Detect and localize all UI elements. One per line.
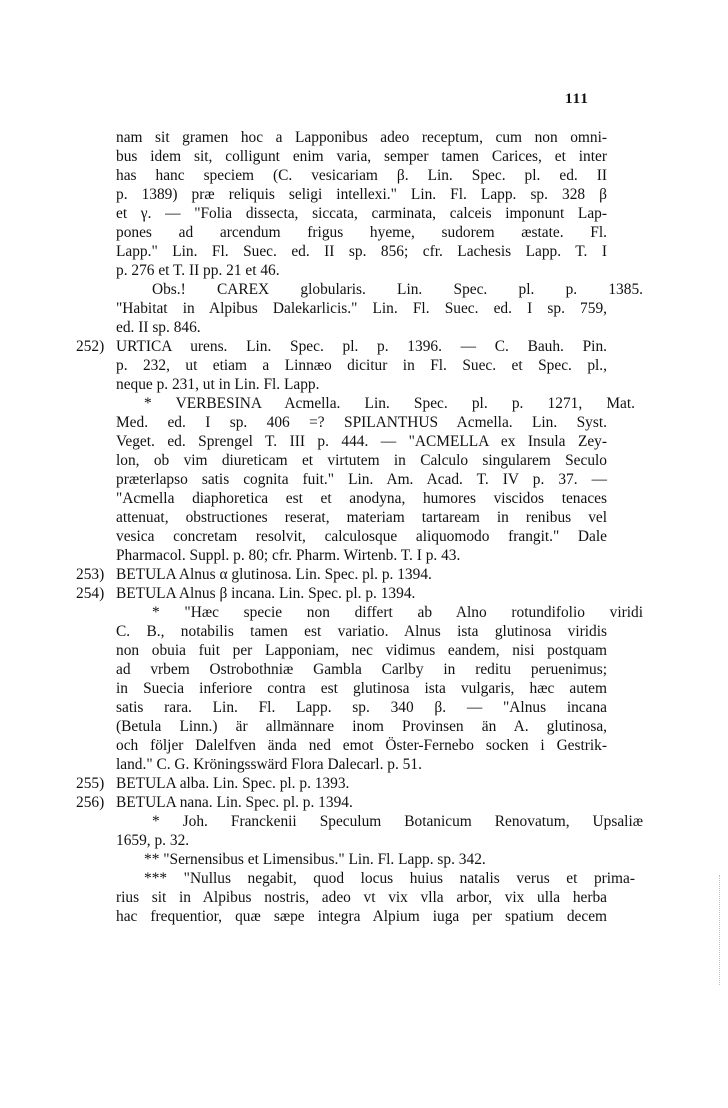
- entry-number-253: 253): [76, 566, 105, 583]
- text-line-26-content: * "Hæc specie non differt ab Alno rotundifolio viridi: [152, 604, 643, 621]
- text-line-2-content: bus idem sit, colligunt enim varia, semper tamen Carices, et inter: [116, 148, 607, 165]
- text-line-39: [116, 850, 635, 869]
- text-line-4-content: p. 1389) præ reliquis seligi intellexi." Lin. Fl. Lapp. sp. 328 β: [116, 186, 607, 203]
- entry-number-255: 255): [76, 775, 105, 792]
- text-line-8-content: p. 276 et T. II pp. 21 et 46.: [116, 262, 280, 279]
- text-line-28-content: non obuia fuit per Lapponiam, nec vidimus eandem, nisi postquam: [116, 642, 607, 659]
- text-line-35: [76, 774, 607, 793]
- text-line-33-content: och följer Dalelfven ända ned emot Öster-Fernebo socken i Gestrik-: [116, 737, 607, 754]
- text-line-16: [116, 413, 607, 432]
- text-line-7-content: Lapp." Lin. Fl. Suec. ed. II sp. 856; cfr. Lachesis Lapp. T. I: [116, 243, 607, 260]
- text-line-25: [76, 584, 607, 603]
- text-line-40: [116, 869, 635, 888]
- text-line-17-content: Veget. ed. Sprengel T. III p. 444. — "ACMELLA ex Insula Zey-: [116, 433, 607, 450]
- text-line-17: [116, 432, 607, 451]
- text-line-30-content: in Suecia inferiore contra est glutinosa ista vulgaris, hæc autem: [116, 680, 607, 697]
- text-line-3: [116, 166, 607, 185]
- text-line-9-content: Obs.! CAREX globularis. Lin. Spec. pl. p. 1385.: [152, 281, 643, 298]
- text-line-40-content: *** "Nullus negabit, quod locus huius natalis verus et prima-: [144, 870, 635, 887]
- text-line-25-content: BETULA Alnus β incana. Lin. Spec. pl. p. 1394.: [116, 585, 416, 602]
- text-line-23: [116, 546, 607, 565]
- text-line-21-content: attenuat, obstructiones reserat, materiam tartaream in renibus vel: [116, 509, 607, 526]
- text-line-1-content: nam sit gramen hoc a Lapponibus adeo receptum, cum non omni-: [116, 129, 607, 146]
- entry-number-252: 252): [76, 338, 105, 355]
- page-number: 111: [565, 91, 589, 107]
- text-line-15-content: * VERBESINA Acmella. Lin. Spec. pl. p. 1271, Mat.: [144, 395, 635, 412]
- text-line-5: [116, 204, 607, 223]
- text-line-41-content: rius sit in Alpibus nostris, adeo vt vix vlla arbor, vix ulla herba: [116, 889, 607, 906]
- scan-margin-mark: [719, 875, 722, 985]
- text-line-8: [116, 261, 607, 280]
- text-line-27-content: C. B., notabilis tamen est variatio. Alnus ista glutinosa viridis: [116, 623, 607, 640]
- entry-number-256: 256): [76, 794, 105, 811]
- text-line-14-content: neque p. 231, ut in Lin. Fl. Lapp.: [116, 376, 320, 393]
- text-line-32: [116, 717, 607, 736]
- text-line-14: [116, 375, 607, 394]
- text-line-13: [116, 356, 607, 375]
- text-line-36-content: BETULA nana. Lin. Spec. pl. p. 1394.: [116, 794, 353, 811]
- text-line-30: [116, 679, 607, 698]
- text-line-13-content: p. 232, ut etiam a Linnæo dicitur in Fl. Suec. et Spec. pl.,: [116, 357, 607, 374]
- text-line-34-content: land." C. G. Kröningsswärd Flora Dalecarl. p. 51.: [116, 756, 422, 773]
- text-line-3-content: has hanc speciem (C. vesicariam β. Lin. Spec. pl. ed. II: [116, 167, 607, 184]
- text-line-10-content: "Habitat in Alpibus Dalekarlicis." Lin. Fl. Suec. ed. I sp. 759,: [116, 300, 607, 317]
- entry-number-254: 254): [76, 585, 105, 602]
- text-line-33: [116, 736, 607, 755]
- text-line-31: [116, 698, 607, 717]
- text-line-24: [76, 565, 607, 584]
- text-line-6-content: pones ad arcendum frigus hyeme, sudorem æstate. Fl.: [116, 224, 607, 241]
- text-line-12: [76, 337, 607, 356]
- text-line-37-content: * Joh. Franckenii Speculum Botanicum Renovatum, Upsaliæ: [152, 813, 643, 830]
- text-line-41: [116, 888, 607, 907]
- text-line-11: [116, 318, 607, 337]
- text-line-29-content: ad vrbem Ostrobothniæ Gambla Carlby in reditu peruenimus;: [116, 661, 607, 678]
- text-line-2: [116, 147, 607, 166]
- text-line-19-content: præterlapso satis cognita fuit." Lin. Am. Acad. T. IV p. 37. —: [116, 471, 607, 488]
- text-line-23-content: Pharmacol. Suppl. p. 80; cfr. Pharm. Wirtenb. T. I p. 43.: [116, 547, 461, 564]
- text-line-4: [116, 185, 607, 204]
- text-line-18-content: lon, ob vim diureticam et virtutem in Calculo singularem Seculo: [116, 452, 607, 469]
- text-line-39-content: ** "Sernensibus et Limensibus." Lin. Fl. Lapp. sp. 342.: [144, 851, 486, 868]
- text-line-38-content: 1659, p. 32.: [116, 832, 190, 849]
- text-line-42: [116, 907, 607, 926]
- text-line-1: [116, 128, 607, 147]
- text-line-12-content: URTICA urens. Lin. Spec. pl. p. 1396. — C. Bauh. Pin.: [116, 338, 607, 355]
- text-line-20-content: "Acmella diaphoretica est et anodyna, humores viscidos tenaces: [116, 490, 607, 507]
- text-line-37: [116, 812, 643, 831]
- text-line-38: [116, 831, 607, 850]
- text-line-5-content: et γ. — "Folia dissecta, siccata, carminata, calceis imponunt Lap-: [116, 205, 607, 222]
- text-line-21: [116, 508, 607, 527]
- text-line-15: [116, 394, 635, 413]
- text-line-10: [116, 299, 607, 318]
- text-line-22: [116, 527, 607, 546]
- text-line-29: [116, 660, 607, 679]
- text-line-31-content: satis rara. Lin. Fl. Lapp. sp. 340 β. — "Alnus incana: [116, 699, 607, 716]
- text-line-16-content: Med. ed. I sp. 406 =? SPILANTHUS Acmella. Lin. Syst.: [116, 414, 607, 431]
- text-line-7: [116, 242, 607, 261]
- text-line-26: [116, 603, 643, 622]
- text-line-22-content: vesica concretam resolvit, calculosque aliquomodo frangit." Dale: [116, 528, 607, 545]
- text-line-20: [116, 489, 607, 508]
- text-line-34: [116, 755, 607, 774]
- text-line-42-content: hac frequentior, quæ sæpe integra Alpium iuga per spatium decem: [116, 908, 607, 925]
- text-line-35-content: BETULA alba. Lin. Spec. pl. p. 1393.: [116, 775, 350, 792]
- text-line-32-content: (Betula Linn.) är allmännare inom Provinsen än A. glutinosa,: [116, 718, 607, 735]
- text-line-28: [116, 641, 607, 660]
- text-line-11-content: ed. II sp. 846.: [116, 319, 201, 336]
- text-line-6: [116, 223, 607, 242]
- text-line-36: [76, 793, 607, 812]
- text-line-19: [116, 470, 607, 489]
- text-line-24-content: BETULA Alnus α glutinosa. Lin. Spec. pl. p. 1394.: [116, 566, 432, 583]
- text-line-9: [116, 280, 643, 299]
- text-line-27: [116, 622, 607, 641]
- text-line-18: [116, 451, 607, 470]
